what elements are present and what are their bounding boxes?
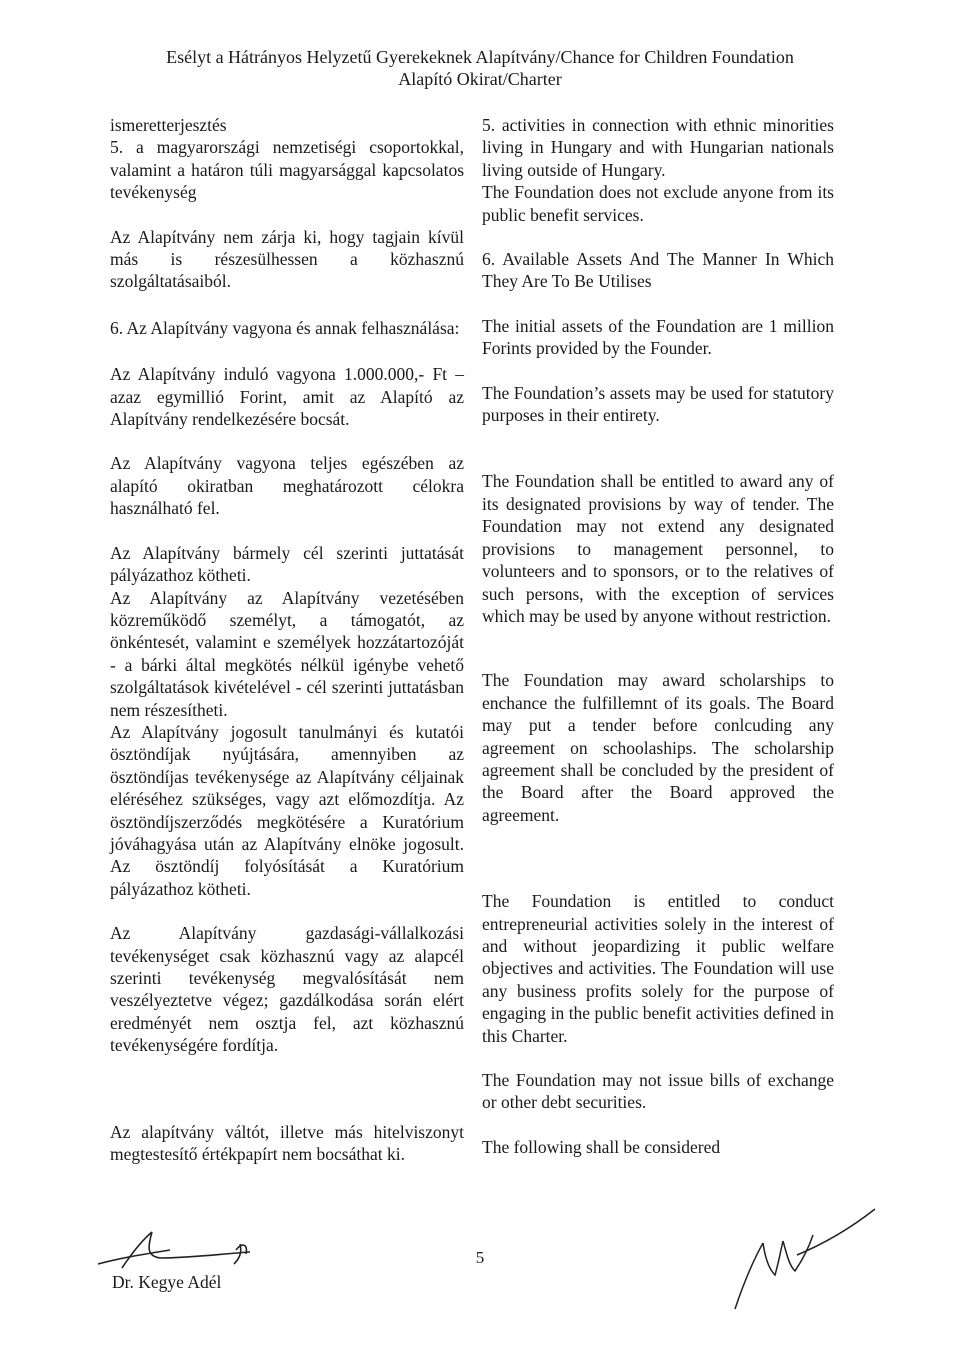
paragraph: 5. activities in connection with ethnic minorities living in Hungary and with Hungarian nationals living outside of Hungary.: [482, 115, 834, 180]
paragraph: Az Alapítvány az Alapítvány vezetésében közreműködő személyt, a támogatót, az önkéntesét, valamint e személyek hozzátartozóját - a bárki által megkötés nélkül igénybe vehető szolgáltatások kivételével - cél szerinti juttatásban nem részesítheti.: [110, 587, 464, 720]
paragraph: The Foundation’s assets may be used for statutory purposes in their entirety.: [482, 382, 834, 426]
paragraph: The following shall be considered: [482, 1136, 721, 1157]
paragraph: Az Alapítvány vagyona teljes egészében az alapító okiratban meghatározott célokra használható fel.: [110, 453, 464, 519]
signature-right: [725, 1205, 885, 1315]
paragraph: The Foundation is entitled to conduct entrepreneurial activities solely in the interest of and without jeopardizing it public welfare objectives and activities. The Foundation will use any business profits solely for the purpose of engaging in the public benefit activities defined in this Charter.: [482, 891, 834, 1046]
paragraph: ismeretterjesztés: [110, 115, 227, 135]
document-header: [0, 46, 960, 90]
paragraph: The Foundation shall be entitled to award any of its designated provisions by way of tender. The Foundation may not extend any designated provisions to management personnel, to volunteers and to sponsors, or to the relatives of such persons, with the exception of services which may be used by anyone without restriction.: [482, 471, 834, 626]
paragraph: 5. a magyarországi nemzetiségi csoportokkal, valamint a határon túli magyarsággal kapcsolatos tevékenység: [110, 137, 464, 203]
paragraph: Az Alapítvány bármely cél szerinti juttatását pályázathoz kötheti.: [110, 542, 464, 586]
paragraph: The Foundation does not exclude anyone from its public benefit services.: [482, 182, 834, 225]
signature-left: [90, 1228, 270, 1278]
paragraph: 6. Az Alapítvány vagyona és annak felhasználása:: [110, 317, 460, 338]
signer-name: Dr. Kegye Adél: [112, 1272, 222, 1292]
paragraph: The initial assets of the Foundation are 1 million Forints provided by the Founder.: [482, 315, 834, 359]
hungarian-column: [110, 114, 464, 1165]
paragraph: The Foundation may award scholarships to enchance the fulfillemnt of its goals. The Board may put a tender before conlcuding any agreement on schoolaships. The scholarship agreement shall be concluded by the president of the Board after the Board approved the agreement.: [482, 670, 834, 825]
paragraph: Az Alapítvány induló vagyona 1.000.000,- Ft – azaz egymillió Forint, amit az Alapító az Alapítvány rendelkezésére bocsát.: [110, 364, 464, 430]
page-number: 5: [475, 1248, 485, 1267]
paragraph: Az alapítvány váltót, illetve más hitelviszonyt megtestesítő értékpapírt nem bocsáthat ki.: [110, 1121, 464, 1165]
header-foundation-name: Esélyt a Hátrányos Helyzetű Gyerekeknek Alapítvány/Chance for Children Foundation: [166, 47, 794, 67]
paragraph: The Foundation may not issue bills of exchange or other debt securities.: [482, 1070, 834, 1113]
english-column: [482, 114, 834, 1158]
paragraph: Az Alapítvány jogosult tanulmányi és kutatói ösztöndíjak nyújtására, amennyiben az ösztöndíjas tevékenysége az Alapítvány céljainak eléréséhez szükséges, vagy azt előmozdítja. Az ösztöndíjszerződés megkötésére a Kuratórium jóváhagyása után az Alapítvány elnöke jogosult. Az ösztöndíj folyósítását a Kuratórium pályázathoz kötheti.: [110, 721, 464, 899]
paragraph: 6. Available Assets And The Manner In Which They Are To Be Utilises: [482, 249, 834, 292]
header-document-title: Alapító Okirat/Charter: [398, 69, 562, 89]
paragraph: Az Alapítvány gazdasági-vállalkozási tevékenységet csak közhasznú vagy az alapcél szerinti tevékenység megvalósítását nem veszélyeztetve végez; gazdálkodása során elért eredményét nem osztja fel, azt közhasznú tevékenységére fordítja.: [110, 923, 464, 1056]
paragraph: Az Alapítvány nem zárja ki, hogy tagjain kívül más is részesülhessen a közhasznú szolgáltatásaiból.: [110, 226, 464, 292]
